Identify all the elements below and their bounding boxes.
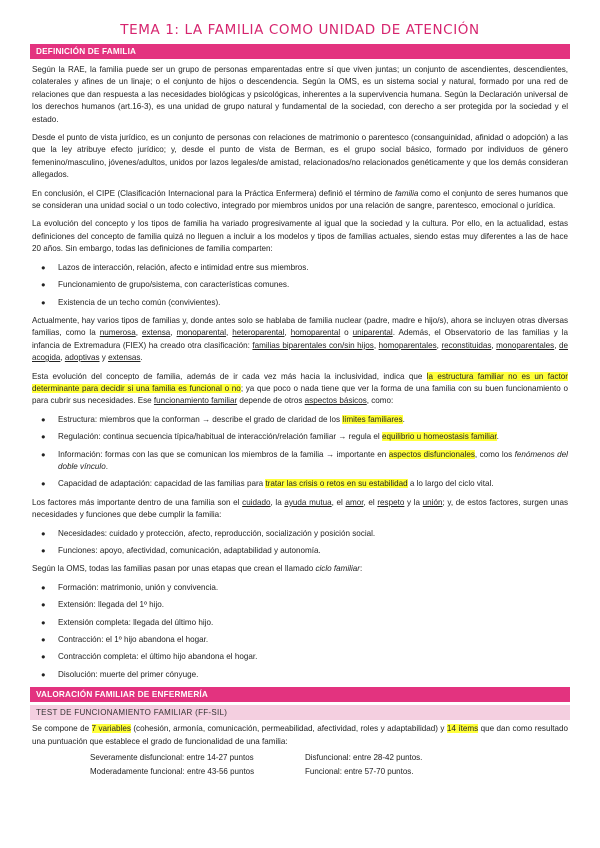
paragraph-inclusividad: Esta evolución del concepto de familia, además de ir cada vez más hacia la inclusividad, indica que la estructura familiar no es un factor determinante para decidir si una familia es funcional o no; ya que poco o nada tiene que ver la forma de una familia con su buen funcionamiento o para cubrir sus necesidades. Ese funcionamiento familiar depende de otros aspectos básicos, como:	[32, 371, 569, 406]
list-aspectos-basicos	[32, 414, 568, 491]
list-item: ● Necesidades: cuidado y protección, afecto, reproducción, socialización y posición social.	[58, 528, 568, 540]
section-heading-definicion: DEFINICIÓN DE FAMILIA	[30, 44, 570, 59]
paragraph-ffsil: Se compone de 7 variables (cohesión, armonía, comunicación, permeabilidad, afectividad, roles y adaptabilidad) y 14 ítems que dan como resultado una puntuación que establece el grado de funcionalidad de una familia:	[32, 724, 569, 746]
list-item: ● Extensión completa: llegada del último hijo.	[58, 617, 568, 629]
list-item-regulacion: ● Regulación: continua secuencia típica/habitual de interacción/relación familiar → regula el equilibrio u homeostasis familiar.	[58, 431, 568, 443]
section-body-valoracion	[32, 723, 568, 748]
list-item: ● Lazos de interacción, relación, afecto e intimidad entre sus miembros.	[58, 262, 568, 274]
list-necesidades-funciones	[32, 528, 568, 558]
paragraph-tipos-familia: Actualmente, hay varios tipos de familias y, donde antes solo se hablaba de familia nuclear (padre, madre e hijo/s), ahora se incluyen otras diversas familias, como la numerosa, extensa, monoparental, heteroparental, homoparental o uniparental. Además, el Observatorio de las familias y la infancia de Extremadura (FIEX) ha creado otra clasificación: familias biparentales con/sin hijos, homoparentales, reconstituidas, monoparentales, de acogida, adoptivas y extensas.	[32, 315, 569, 363]
section-body-definicion	[32, 64, 568, 681]
list-item: ● Extensión: llegada del 1º hijo.	[58, 599, 568, 611]
score-disfuncional: Disfuncional: entre 28-42 puntos.	[305, 753, 423, 763]
list-item-informacion: ● Información: formas con las que se comunican los miembros de la familia → importante en aspectos disfuncionales, como los fenómenos del doble vínculo.	[58, 449, 568, 474]
score-funcional: Funcional: entre 57-70 puntos.	[305, 767, 414, 777]
paragraph-rae: Según la RAE, la familia puede ser un grupo de personas emparentadas entre sí que viven juntas; un conjunto de ascendientes, descendientes, colaterales y afines de un linaje; o el conjunto de hijos o descendencia. Según la OMS, es un sistema social y natural, formado por una red de relaciones que dan respuesta a las necesidades biológicas y psicológicas, inherentes a la supervivencia humana. Según la Declaración universal de los derechos humanos (art.16-3), es una unidad de grupo natural y fundamental de la sociedad, con derecho a ser protegida por la sociedad y el estado.	[32, 65, 568, 124]
list-item: ● Formación: matrimonio, unión y convivencia.	[58, 582, 568, 594]
list-ciclo-familiar	[32, 582, 568, 681]
paragraph-evolucion: La evolución del concepto y los tipos de familia ha variado progresivamente al igual que la sociedad y la cultura. Por ello, en la actualidad, estas definiciones del concepto de familia quizá no lleguen a incluir a los modelos y tipos de familias actuales, siendo estas muy diferentes a las de hace 20 años. Sin embargo, todas las definiciones de familia comparten:	[32, 219, 568, 254]
paragraph-juridico: Desde el punto de vista jurídico, es un conjunto de personas con relaciones de matrimonio o parentesco (consanguinidad, afinidad o adopción) a las que la ley atribuye efecto jurídico; y, desde el punto de vista de Berman, es el grupo social básico, formado por individuos de género femenino/masculino, jóvenes/adultos, unidos por lazos legales/de amistad, relacionados/no relacionados genéticamente y que los demás consideran allegados.	[32, 133, 568, 180]
paragraph-cipe: En conclusión, el CIPE (Clasificación Internacional para la Práctica Enfermera) definió el término de familia como el conjunto de seres humanos que se consideran una unidad social o un todo colectivo, integrado por miembros unidos por una relación de sangre, parentesco, emocional o jurídica.	[32, 188, 568, 211]
list-item: ● Funcionamiento de grupo/sistema, con características comunes.	[58, 279, 568, 291]
list-item-adaptacion: ● Capacidad de adaptación: capacidad de las familias para tratar las crisis o retos en su estabilidad a lo largo del ciclo vital.	[58, 478, 568, 490]
subsection-heading-ffsil: TEST DE FUNCIONAMIENTO FAMILIAR (FF-SIL)	[30, 705, 570, 720]
score-moderadamente-funcional: Moderadamente funcional: entre 43-56 puntos	[90, 767, 255, 777]
list-item-estructura: ● Estructura: miembros que la conforman → describe el grado de claridad de los límites familiares.	[58, 414, 568, 426]
page-title: TEMA 1: LA FAMILIA COMO UNIDAD DE ATENCIÓN	[120, 22, 480, 38]
paragraph-factores: Los factores más importante dentro de una familia son el cuidado, la ayuda mutua, el amor, el respeto y la unión; y, de estos factores, surgen unas necesidades y funciones que debe cumplir la familia:	[32, 497, 569, 520]
list-comparten	[32, 262, 568, 309]
list-item: ● Existencia de un techo común (convivientes).	[58, 297, 568, 309]
list-item: ● Contracción completa: el último hijo abandona el hogar.	[58, 651, 568, 663]
list-item: ● Contracción: el 1º hijo abandona el hogar.	[58, 634, 568, 646]
score-table	[90, 751, 520, 779]
score-severamente-disfuncional: Severamente disfuncional: entre 14-27 puntos	[90, 753, 254, 763]
list-item: ● Funciones: apoyo, afectividad, comunicación, adaptabilidad y autonomía.	[58, 545, 568, 557]
paragraph-ciclo-familiar: Según la OMS, todas las familias pasan por unas etapas que crean el llamado ciclo familiar:	[32, 564, 363, 574]
list-item: ● Disolución: muerte del primer cónyuge.	[58, 669, 568, 681]
section-heading-valoracion: VALORACIÓN FAMILIAR DE ENFERMERÍA	[30, 687, 570, 702]
